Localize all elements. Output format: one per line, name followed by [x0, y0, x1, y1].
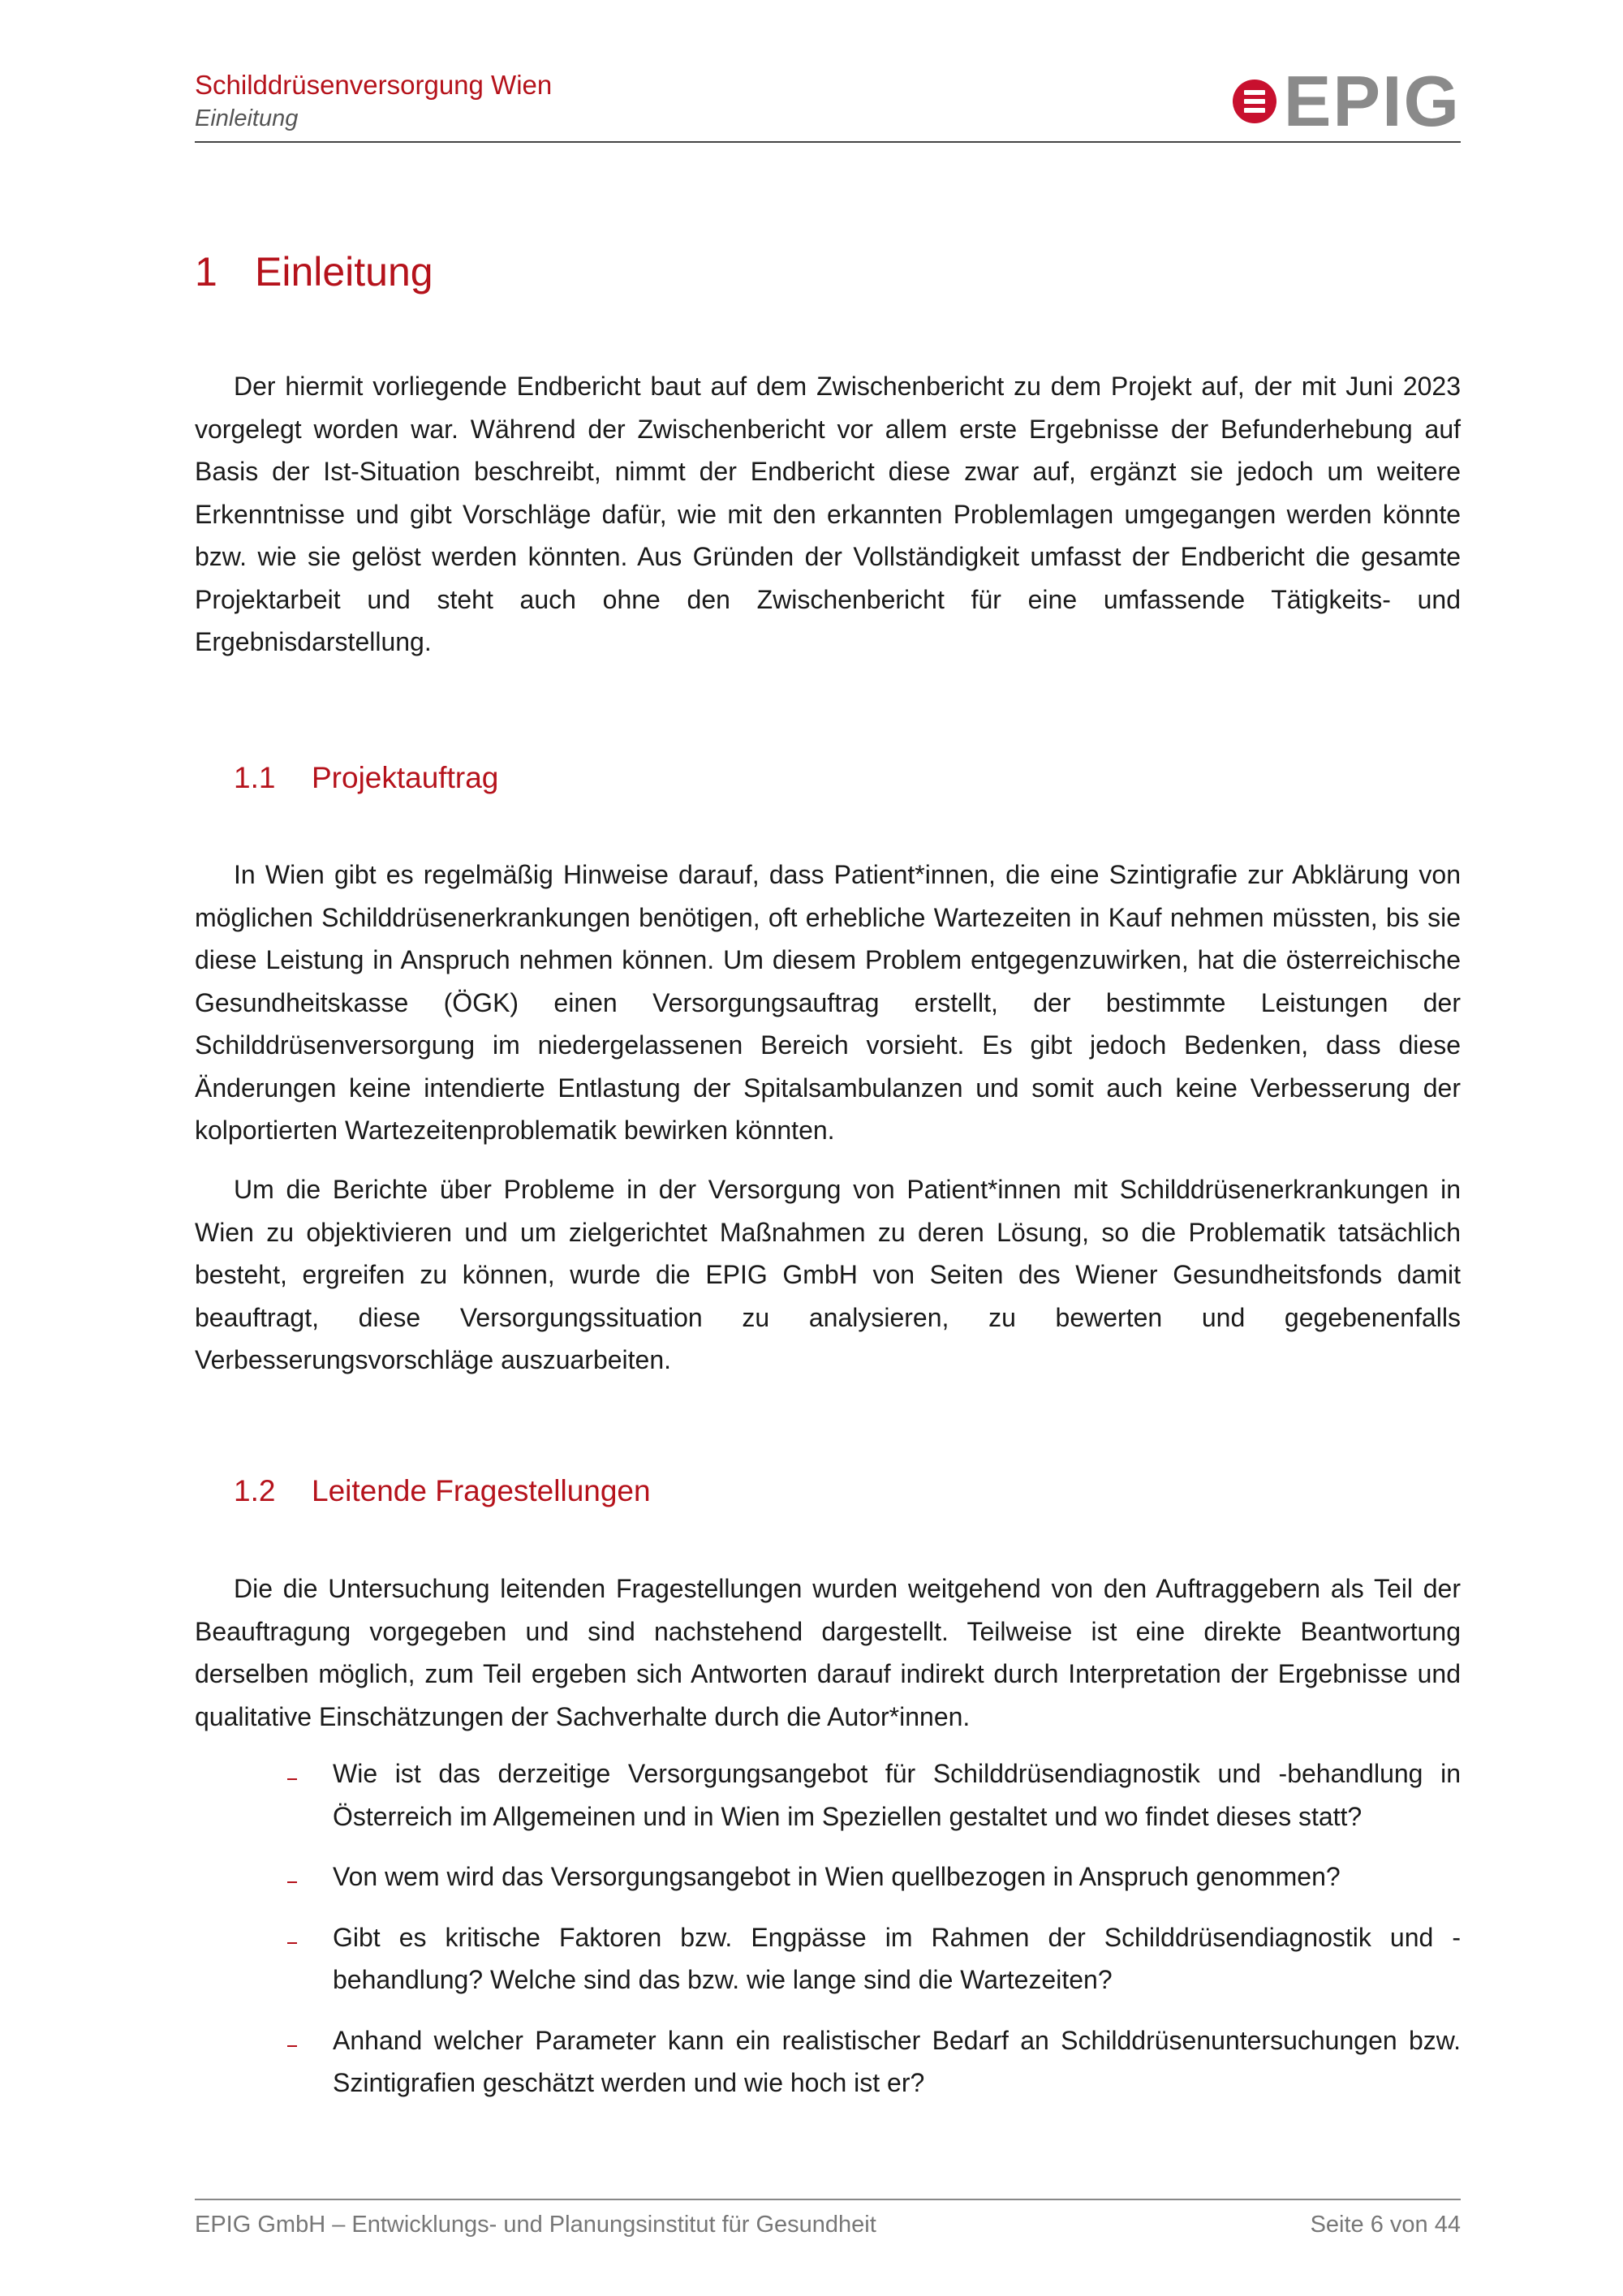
header-title: Schilddrüsenversorgung Wien — [195, 70, 553, 100]
dash-bullet-icon — [287, 1778, 297, 1780]
page-number: Seite 6 von 44 — [1310, 2212, 1461, 2238]
epig-logo-icon — [1232, 79, 1277, 124]
epig-logo — [1232, 61, 1461, 141]
document-page — [195, 0, 1461, 2296]
chapter-title: Einleitung — [255, 249, 433, 295]
chapter-heading — [195, 248, 433, 295]
section-number: 1.1 — [234, 761, 276, 794]
section-heading-projektauftrag — [234, 761, 498, 795]
question-text: Von wem wird das Versorgungsangebot in Wien quellbezogen in Anspruch genommen? — [333, 1862, 1341, 1891]
header-subtitle: Einleitung — [195, 105, 299, 131]
list-item — [195, 1916, 1461, 2001]
projektauftrag-paragraph-1: In Wien gibt es regelmäßig Hinweise darauf, dass Patient*innen, die eine Szintigrafie zur Abklärung von möglichen Schilddrüsenerkrankungen benötigen, oft erhebliche Wartezeiten in Kauf nehmen müssten, bis sie diese Leistung in Anspruch nehmen können. Um diesem Problem entgegenzuwirken, hat die österreichische Gesundheitskasse (ÖGK) einen Versorgungsauftrag erstellt, der bestimmte Leistungen der Schilddrüsenversorgung im niedergelassenen Bereich vorsieht. Es gibt jedoch Bedenken, dass diese Änderungen keine intendierte Entlastung der Spitalsambulanzen und somit auch keine Verbesserung der kolportierten Wartezeitenproblematik bewirken könnten. — [195, 860, 1461, 1145]
logo-text: EPIG — [1283, 61, 1461, 141]
projektauftrag-paragraph-2: Um die Berichte über Probleme in der Versorgung von Patient*innen mit Schilddrüsenerkrankungen in Wien zu objektivieren und um zielgerichtet Maßnahmen zu deren Lösung, so die Problematik tatsächlich besteht, ergreifen zu können, wurde die EPIG GmbH von Seiten des Wiener Gesundheitsfonds damit beauftragt, diese Versorgungssituation zu analysieren, zu bewerten und gegebenenfalls Verbesserungsvorschläge auszuarbeiten. — [195, 1175, 1461, 1374]
footer-organization: EPIG GmbH – Entwicklungs- und Planungsinstitut für Gesundheit — [195, 2212, 876, 2238]
chapter-number: 1 — [195, 249, 217, 295]
question-text: Anhand welcher Parameter kann ein realistischer Bedarf an Schilddrüsenuntersuchungen bzw. Szintigrafien geschätzt werden und wie hoch ist er? — [333, 2025, 1461, 2097]
section-title: Projektauftrag — [312, 761, 499, 794]
page-footer — [195, 2199, 1461, 2242]
fragestellungen-paragraph: Die die Untersuchung leitenden Fragestellungen wurden weitgehend von den Auftraggebern als Teil der Beauftragung vorgegeben und sind nachstehend dargestellt. Teilweise ist eine direkte Beantwortung derselben möglich, zum Teil ergeben sich Antworten darauf indirekt durch Interpretation der Ergebnisse und qualitative Einschätzungen der Sachverhalte durch die Autor*innen. — [195, 1574, 1461, 1731]
list-item — [195, 1855, 1461, 1898]
dash-bullet-icon — [287, 1881, 297, 1883]
question-text: Wie ist das derzeitige Versorgungsangebot für Schilddrüsendiagnostik und -behandlung in Österreich im Allgemeinen und in Wien im Speziellen gestaltet und wo findet dieses statt? — [333, 1759, 1461, 1831]
intro-paragraph: Der hiermit vorliegende Endbericht baut auf dem Zwischenbericht zu dem Projekt auf, der mit Juni 2023 vorgelegt worden war. Während der Zwischenbericht vor allem erste Ergebnisse der Befunderhebung auf Basis der Ist-Situation beschreibt, nimmt der Endbericht diese zwar auf, ergänzt sie jedoch um weitere Erkenntnisse und gibt Vorschläge dafür, wie mit den erkannten Problemlagen umgegangen werden könnte bzw. wie sie gelöst werden könnten. Aus Gründen der Vollständigkeit umfasst der Endbericht die gesamte Projektarbeit und steht auch ohne den Zwischenbericht für eine umfassende Tätigkeits- und Ergebnisdarstellung. — [195, 372, 1461, 656]
question-list — [195, 1752, 1461, 2122]
question-text: Gibt es kritische Faktoren bzw. Engpässe im Rahmen der Schilddrüsendiagnostik und -behandlung? Welche sind das bzw. wie lange sind die Wartezeiten? — [333, 1922, 1461, 1994]
list-item — [195, 2019, 1461, 2105]
dash-bullet-icon — [287, 1942, 297, 1944]
section-heading-fragestellungen — [234, 1474, 651, 1508]
section-number: 1.2 — [234, 1474, 276, 1507]
section-title: Leitende Fragestellungen — [312, 1474, 651, 1507]
page-header — [195, 61, 1461, 143]
list-item — [195, 1752, 1461, 1838]
dash-bullet-icon — [287, 2045, 297, 2047]
